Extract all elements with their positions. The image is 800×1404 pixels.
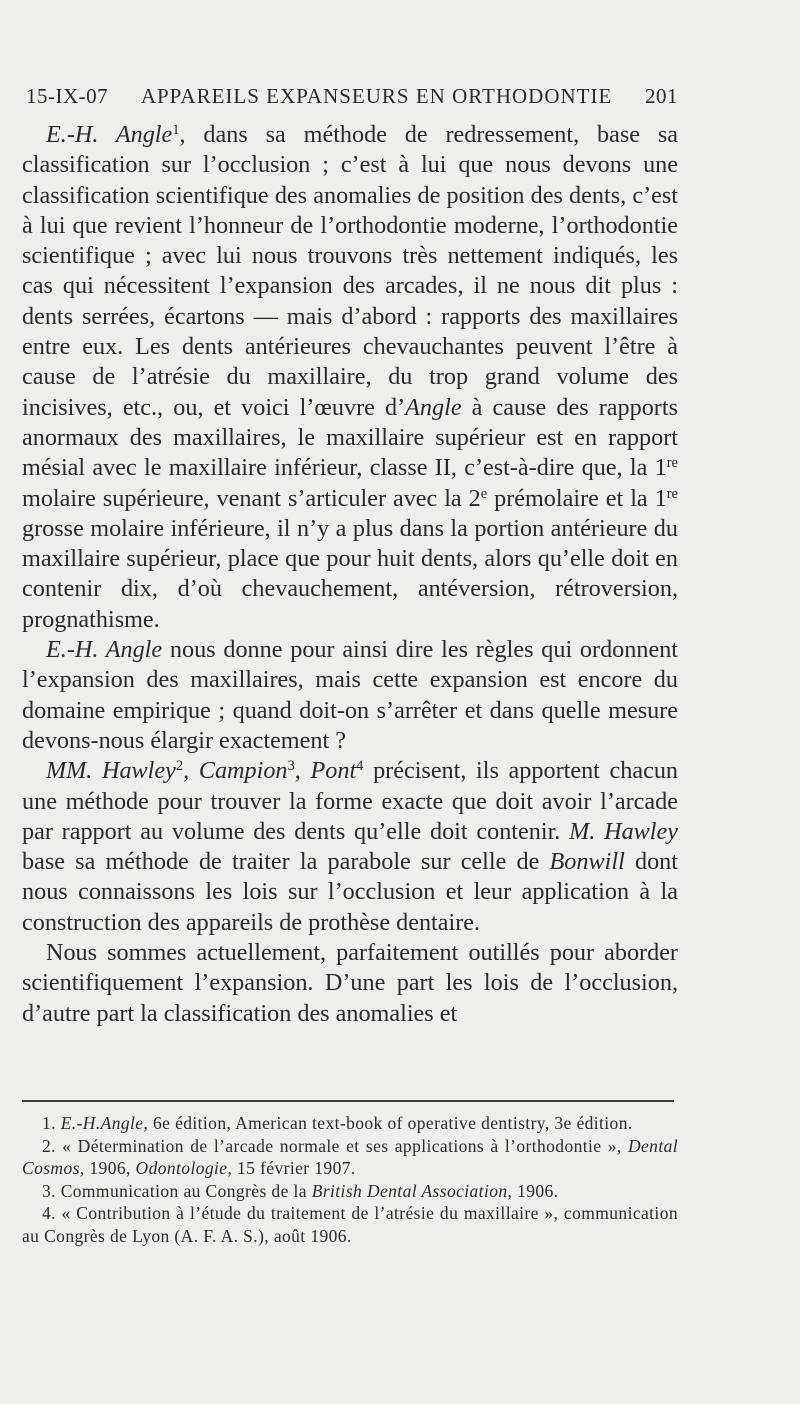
paragraph-text: Nous sommes actuellement, parfaitement outillés pour aborder scientifiquement l’expansion. D’une part les lois de l’occlusion, d’autre part la classification des anomalies et [22, 939, 678, 1027]
paragraph-text: prémolaire et la 1 [487, 484, 667, 512]
footnote-2 [22, 1135, 678, 1180]
paragraph-text: base sa méthode de traiter la parabole sur celle de [22, 848, 550, 876]
footnote-text: 2. « Détermination de l’arcade normale et ses applications à l’orthodontie », [42, 1135, 628, 1156]
author-name: MM. Hawley [46, 757, 176, 785]
paragraph-text: précisent, ils apportent chacun une méthode pour trouver la forme exacte que doit avoir l’arcade par rapport au volume des dents qu’elle doit contenir. [22, 757, 679, 845]
footnote-ref: 3 [287, 758, 295, 775]
footnote-1 [22, 1112, 678, 1135]
paragraph-2 [22, 635, 678, 756]
ordinal-suffix: re [666, 455, 678, 472]
paragraph-4 [22, 938, 678, 1029]
footnote-ref: 4 [356, 758, 364, 775]
footnote-4 [22, 1202, 678, 1247]
footnote-divider [22, 1100, 674, 1102]
author-name: Bonwill [549, 848, 625, 876]
header-date: 15-IX-07 [26, 84, 109, 108]
paragraph-1 [22, 120, 678, 635]
footnote-text: , 1906. [507, 1180, 559, 1201]
author-name: M. Hawley [569, 817, 678, 845]
footnote-author: E.-H.Angle [60, 1113, 144, 1133]
body-text [22, 120, 678, 1029]
author-name: E.-H. Angle [46, 121, 173, 148]
paragraph-text: à cause des rapports anormaux des maxillaires, le maxillaire supérieur est en rapport mésial avec le maxillaire inférieur, classe II, c’est-à-dire que, la 1 [22, 393, 678, 482]
footnote-text: 3. Communication au Congrès de la [42, 1180, 312, 1201]
paragraph-text: nous donne pour ainsi dire les règles qui ordonnent l’expansion des maxillaires, mais cette expansion est encore du domaine empirique ; quand doit-on s’arrêter et dans quelle mesure devons-nous élargir exactement ? [22, 636, 679, 754]
author-name: , Pont [294, 757, 357, 785]
footnote-ref: 2 [175, 758, 184, 775]
footnote-organization: British Dental Association [311, 1180, 508, 1201]
header-title: APPAREILS EXPANSEURS EN ORTHODONTIE [140, 84, 613, 108]
footnote-text: , 15 février 1907. [227, 1158, 356, 1178]
ordinal-suffix: e [480, 485, 488, 502]
footnote-text: 1. [42, 1113, 61, 1133]
footnote-text: , 6e édition, American text-book of operative dentistry, 3e édition. [143, 1113, 633, 1133]
footnote-text: , 1906, [79, 1158, 136, 1178]
ordinal-suffix: re [666, 485, 678, 502]
paragraph-3 [22, 756, 678, 938]
footnote-3 [22, 1180, 678, 1203]
paragraph-text: , dans sa méthode de redressement, base sa classification sur l’occlusion ; c’est à lui que nous devons une classification scientifique des anomalies de position des dents, c’est à lui que revient l’honneur de l’orthodontie moderne, l’orthodontie scientifique ; avec lui nous trouvons très nettement indiqués, les cas qui nécessitent l’expansion des arcades, il ne nous dit plus : dents serrées, écartons — mais d’abord : rapports des maxillaires entre eux. Les dents antérieures chevauchantes peuvent l’être à cause de l’atrésie du maxillaire, du trop grand volume des incisives, etc., ou, et voici l’œuvre d’ [22, 121, 679, 421]
page-number: 201 [645, 84, 678, 108]
running-header [26, 84, 678, 109]
footnotes [22, 1112, 678, 1247]
author-name: E.-H. Angle [46, 636, 163, 664]
paragraph-text: grosse molaire inférieure, il n’y a plus dans la portion antérieure du maxillaire supérieur, place que pour huit dents, alors qu’elle doit en contenir dix, d’où chevauchement, antéversion, rétroversion, prognathisme. [22, 514, 678, 633]
author-name: Angle [405, 393, 462, 421]
paragraph-text: molaire supérieure, venant s’articuler avec la 2 [22, 484, 481, 512]
footnote-journal: Odontologie [135, 1158, 228, 1178]
paragraph-text: dont nous connaissons les lois sur l’occlusion et leur application à la construction des appareils de prothèse dentaire. [22, 848, 678, 936]
footnote-journal: Dental Cosmos [22, 1135, 678, 1178]
author-name: , Campion [183, 757, 288, 785]
footnote-ref: 1 [172, 122, 180, 139]
footnote-text: 4. « Contribution à l’étude du traitement de l’atrésie du maxillaire », communication au Congrès de Lyon (A. F. A. S.), août 1906. [22, 1203, 678, 1246]
